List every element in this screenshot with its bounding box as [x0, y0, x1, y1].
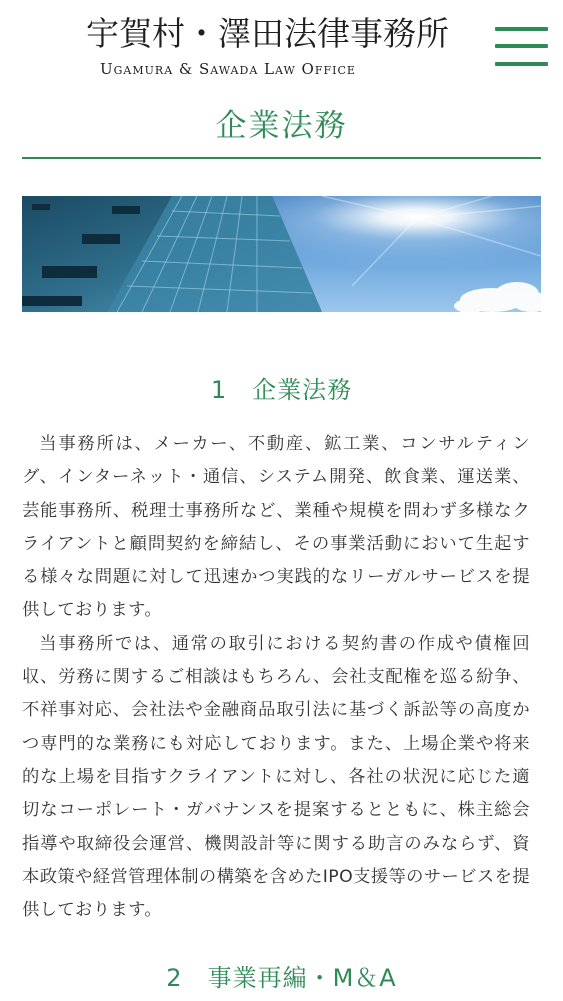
menu-bar-bottom — [495, 62, 548, 66]
hamburger-menu-icon[interactable] — [495, 27, 548, 71]
menu-bar-top — [495, 27, 548, 31]
paragraph: 当事務所では、通常の取引における契約書の作成や債権回収、労務に関するご相談はもちろん、会社支配権を巡る紛争、不祥事対応、会社法や金融商品取引法に基づく訴訟等の高度かつ専門的な業務にも対応しております。また、上場企業や将来的な上場を目指すクライアントに対し、各社の状況に応じた適切なコーポレート・ガバナンスを提案するとともに、株主総会指導や取締役会運営、機関設計等に関する助言のみならず、資本政策や経営管理体制の構築を含めたIPO支援等のサービスを提供しております。 — [22, 633, 530, 921]
paragraph: 当事務所は、メーカー、不動産、鉱工業、コンサルティング、インターネット・通信、システム開発、飲食業、運送業、芸能事務所、税理士事務所など、業種や規模を問わず多様なクライアントと顧問契約を締結し、その事業活動において生起する様々な問題に対して迅速かつ実践的なリーガルサービスを提供しております。 — [22, 434, 530, 621]
title-divider — [22, 157, 541, 159]
logo-japanese[interactable]: 宇賀村・澤田法律事務所 — [86, 14, 449, 53]
section-heading-restructuring-ma: 2 事業再編・M＆A — [166, 964, 397, 992]
hero-banner-image — [22, 196, 541, 312]
section-body-corporate-law — [22, 428, 530, 927]
logo-english[interactable]: Ugamura & Sawada Law Office — [100, 60, 356, 78]
site-header — [0, 0, 563, 90]
office-building-sky-illustration — [22, 196, 541, 312]
menu-bar-middle — [495, 44, 548, 48]
page-title: 企業法務 — [215, 108, 348, 144]
section-heading-corporate-law: 1 企業法務 — [210, 376, 353, 404]
